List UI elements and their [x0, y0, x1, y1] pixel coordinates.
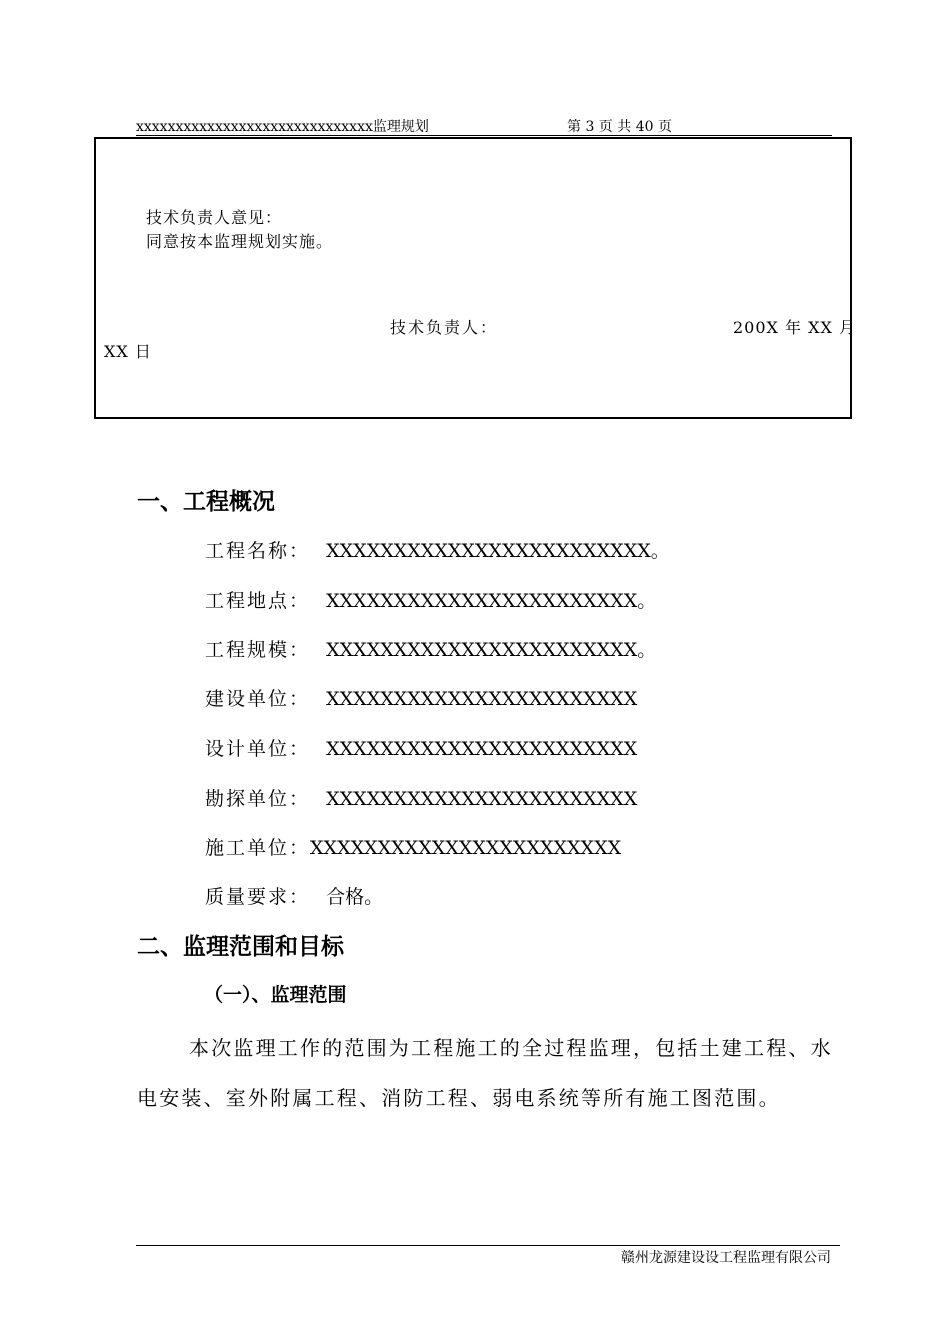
row-value: 合格。 [326, 886, 384, 908]
footer-rule [136, 1245, 840, 1246]
row-label: 质量要求： [205, 886, 311, 908]
row-label: 设计单位： [205, 738, 311, 760]
date-part1: 200X 年 XX 月 [733, 318, 856, 337]
header-page-info: 第 3 页 共 40 页 [567, 119, 672, 135]
scope-paragraph [137, 1023, 833, 1123]
row-label: 施工单位： [205, 837, 311, 859]
overview-row-surveyor [205, 784, 637, 811]
opinion-label: 技术负责人意见： [146, 208, 283, 227]
opinion-box [94, 137, 852, 419]
header-doc-title: xxxxxxxxxxxxxxxxxxxxxxxxxxxxxx监理规划 [136, 119, 429, 135]
row-label: 工程名称： [205, 540, 311, 562]
header-rule [136, 135, 832, 136]
row-value: XXXXXXXXXXXXXXXXXXXXXXX [326, 688, 638, 710]
row-label: 建设单位： [205, 688, 311, 710]
overview-row-scale [205, 635, 656, 662]
section1-heading: 一、工程概况 [137, 489, 275, 515]
footer-company: 赣州龙源建设设工程监理有限公司 [621, 1250, 831, 1266]
row-value: XXXXXXXXXXXXXXXXXXXXXXX。 [326, 639, 657, 661]
row-label: 勘探单位： [205, 788, 311, 810]
row-value: XXXXXXXXXXXXXXXXXXXXXXX。 [326, 590, 657, 612]
date-part2: XX 日 [104, 342, 152, 361]
overview-row-contractor [205, 833, 621, 860]
scope-paragraph-text: 本次监理工作的范围为工程施工的全过程监理，包括土建工程、水电安装、室外附属工程、消防工程、弱电系统等所有施工图范围。 [137, 1036, 833, 1110]
row-value: XXXXXXXXXXXXXXXXXXXXXXX [326, 738, 638, 760]
row-label: 工程规模： [205, 639, 311, 661]
signer-label: 技术负责人： [390, 318, 499, 337]
overview-row-location [205, 586, 656, 613]
overview-row-quality [205, 882, 383, 909]
opinion-content: 同意按本监理规划实施。 [146, 232, 334, 251]
row-label: 工程地点： [205, 590, 311, 612]
section2-subheading: （一）、监理范围 [204, 984, 347, 1006]
overview-row-name [205, 536, 670, 563]
overview-row-designer [205, 734, 637, 761]
row-value: XXXXXXXXXXXXXXXXXXXXXXX [310, 837, 622, 859]
section2-heading: 二、监理范围和目标 [137, 934, 344, 960]
row-value: XXXXXXXXXXXXXXXXXXXXXXX [326, 788, 638, 810]
row-value: XXXXXXXXXXXXXXXXXXXXXXXX。 [326, 540, 670, 562]
overview-row-builder [205, 684, 637, 711]
